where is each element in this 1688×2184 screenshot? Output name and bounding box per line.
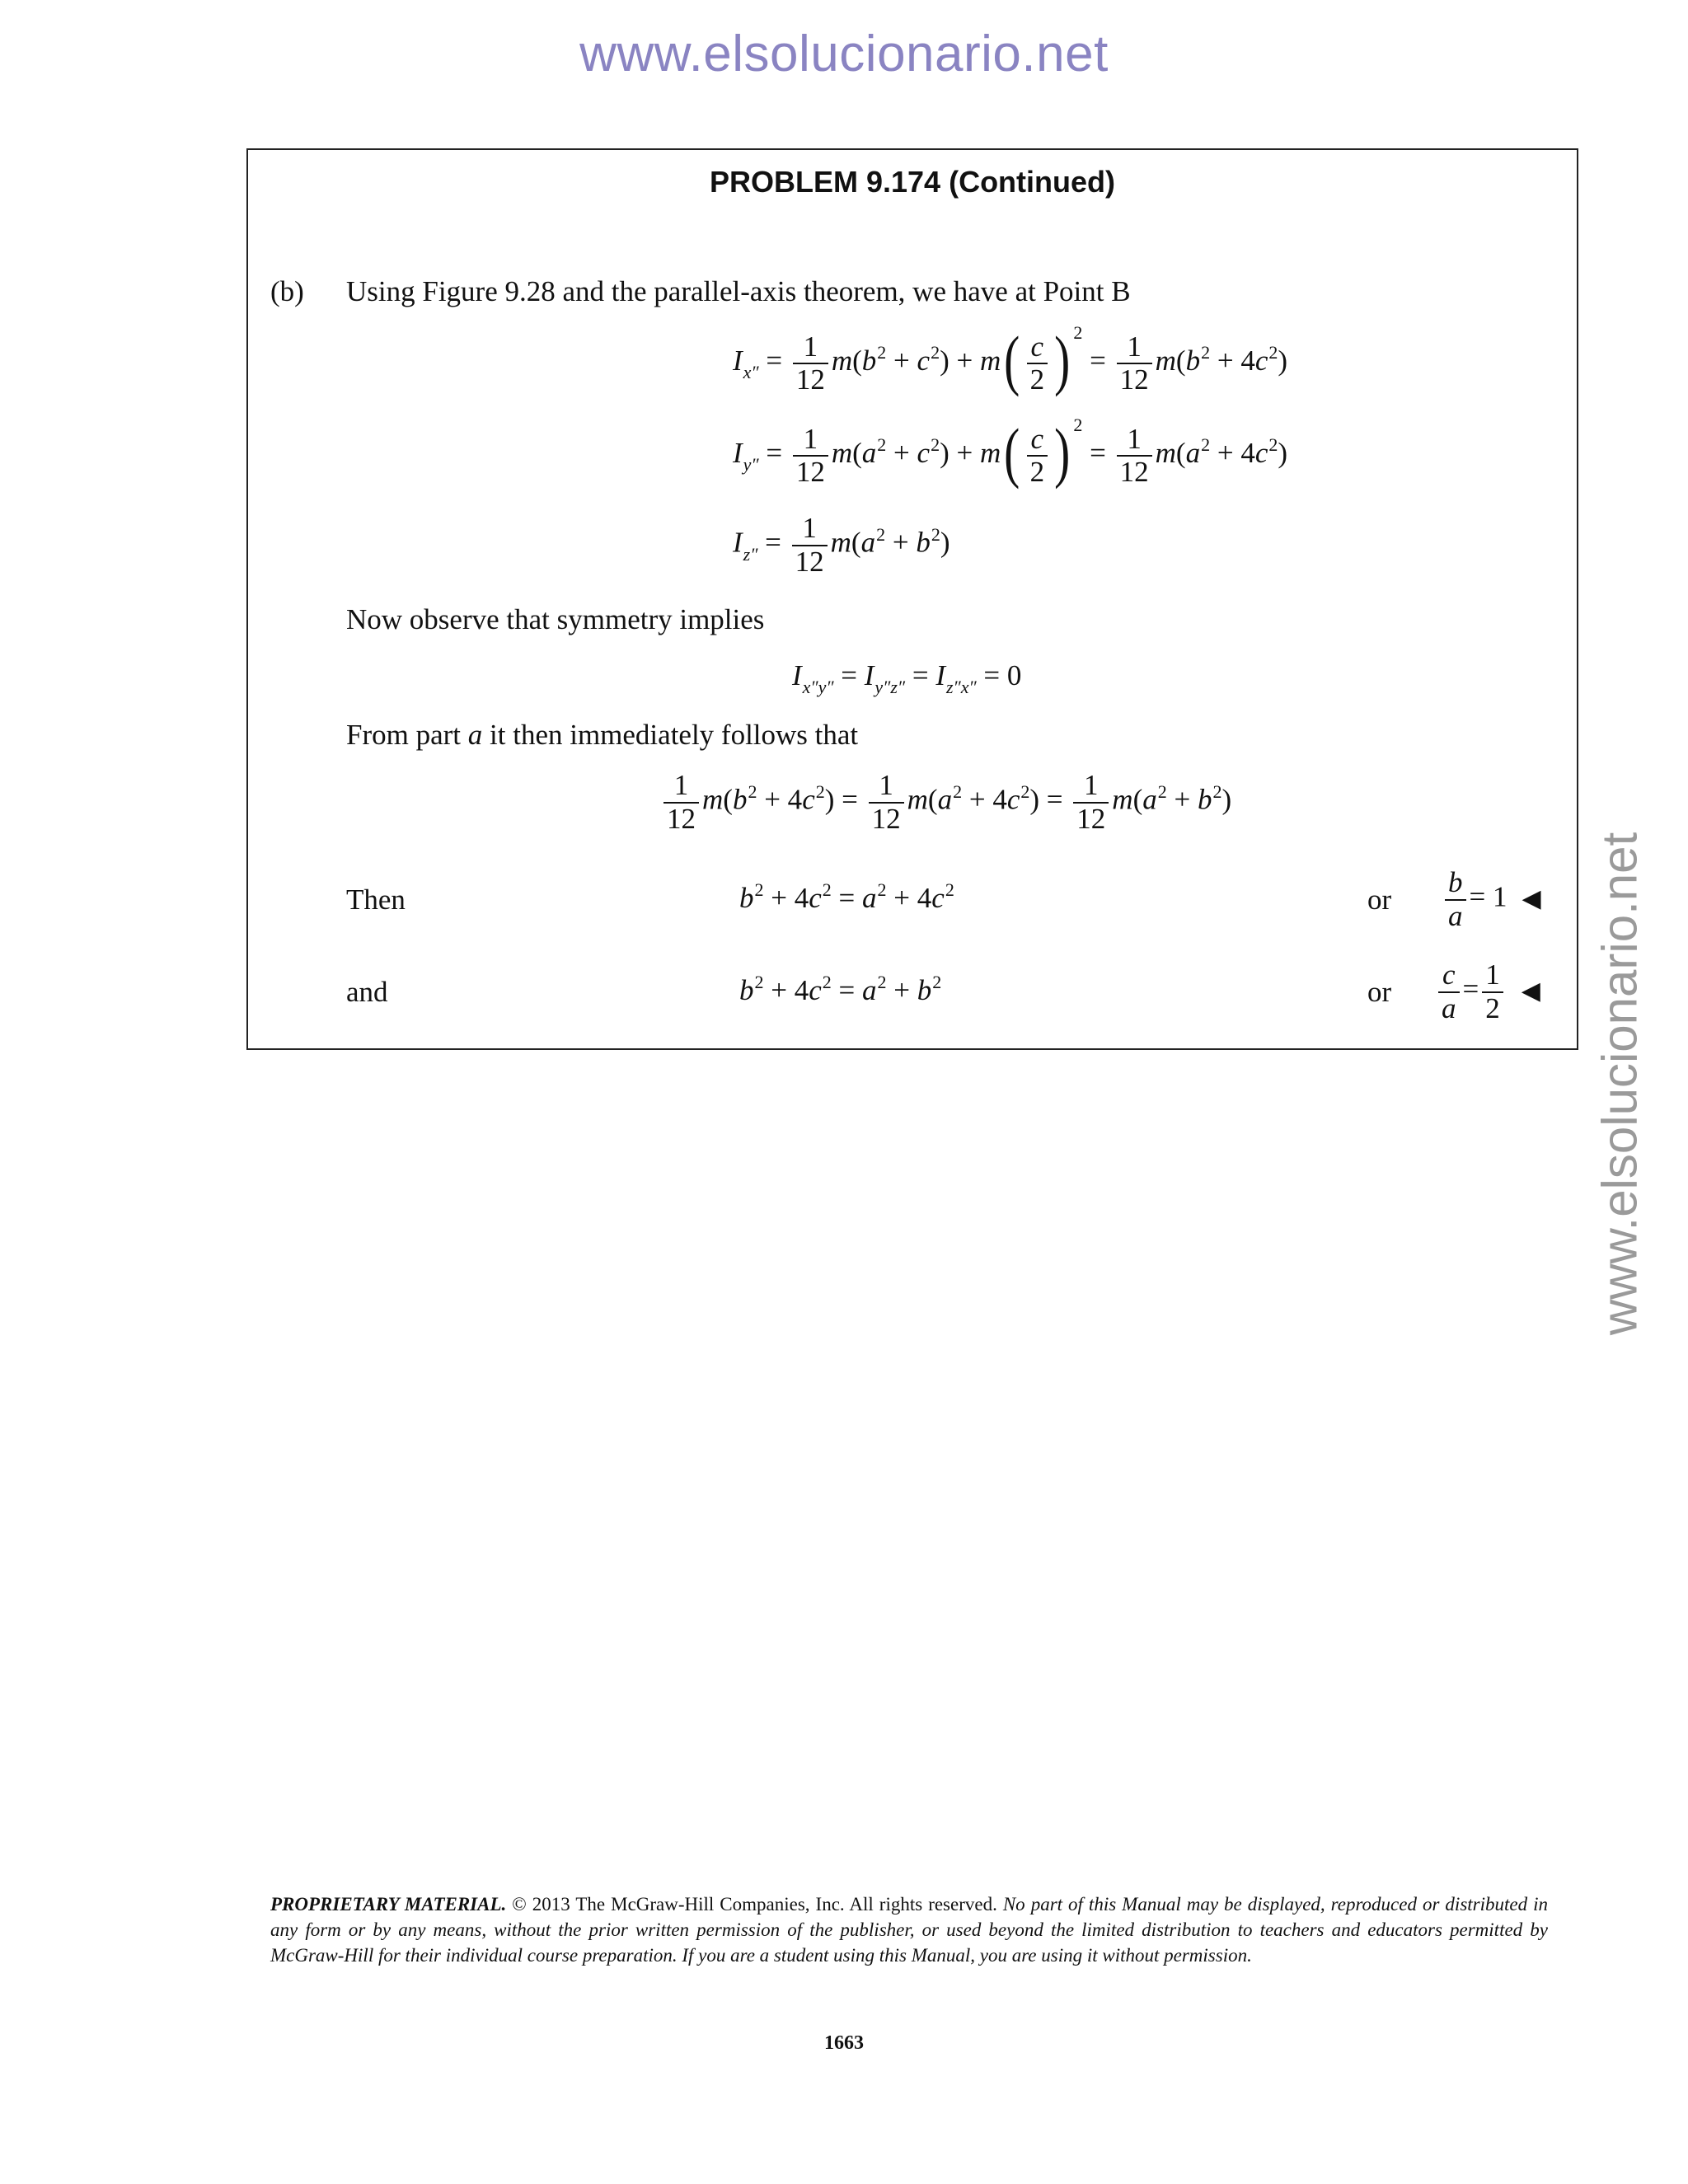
or-label: or	[1367, 976, 1392, 1008]
part-label: (b)	[270, 275, 304, 307]
part-a-text: From part a it then immediately follows that	[346, 719, 859, 751]
copyright-footer: PROPRIETARY MATERIAL. © 2013 The McGraw-Hill Companies, Inc. All rights reserved. No part of this Manual may be displayed, reproduced or distributed in any form or by any means, without the prior written permission of the publisher, or used beyond the limited distribution to teachers and educators permitted by McGraw-Hill for their individual course preparation. If you are a student using this Manual, you are using it without permission.	[270, 1894, 1548, 1966]
problem-box	[246, 148, 1578, 1050]
equation-equal-moments: $\frac{1}{12}$ $m(b^2 + 4c^2)$ = $\frac{1}{12}$ $m(a^2 + 4c^2)$ = $\frac{1}{12}$ $m(a^2 + b^2)$	[660, 770, 1231, 835]
equation-ix: $I_{x''}$ = $\frac{1}{12}$ $m(b^2 + c^2) + m$( $\frac{c}{2}$ ) $^2$ = $\frac{1}{12}$ $m(b^2 + 4c^2)$	[733, 322, 1288, 397]
equation-then: $b^2 + 4c^2 = a^2 + 4c^2$	[739, 879, 954, 914]
answer-marker-icon: ◀	[1521, 976, 1540, 1005]
equation-iz: $I_{z''}$ = $\frac{1}{12}$ $m(a^2 + b^2)$	[733, 512, 950, 578]
and-label: and	[346, 976, 388, 1008]
symmetry-text: Now observe that symmetry implies	[346, 603, 765, 635]
result-b-over-a: $\frac{b}{a}$ = 1 ◀	[1442, 867, 1541, 932]
then-label: Then	[346, 883, 406, 916]
watermark-top: www.elsolucionario.net	[579, 26, 1109, 82]
equation-iy: $I_{y''}$ = $\frac{1}{12}$ $m(a^2 + c^2) + m$( $\frac{c}{2}$ ) $^2$ = $\frac{1}{12}$ $m(a^2 + 4c^2)$	[733, 415, 1288, 490]
result-c-over-a: $\frac{c}{a}$ = $\frac{1}{2}$ ◀	[1435, 959, 1540, 1024]
intro-text: Using Figure 9.28 and the parallel-axis theorem, we have at Point B	[346, 275, 1131, 307]
page-number: 1663	[824, 2032, 864, 2054]
or-label: or	[1367, 883, 1392, 916]
equation-products-of-inertia: $I_{x''y''} = I_{y''z''} = I_{z''x''} = 0$	[792, 659, 1022, 697]
problem-title: PROBLEM 9.174 (Continued)	[709, 165, 1116, 199]
watermark-side: www.elsolucionario.net	[1592, 832, 1648, 1336]
equation-and: $b^2 + 4c^2 = a^2 + b^2$	[739, 972, 942, 1006]
answer-marker-icon: ◀	[1522, 883, 1541, 913]
